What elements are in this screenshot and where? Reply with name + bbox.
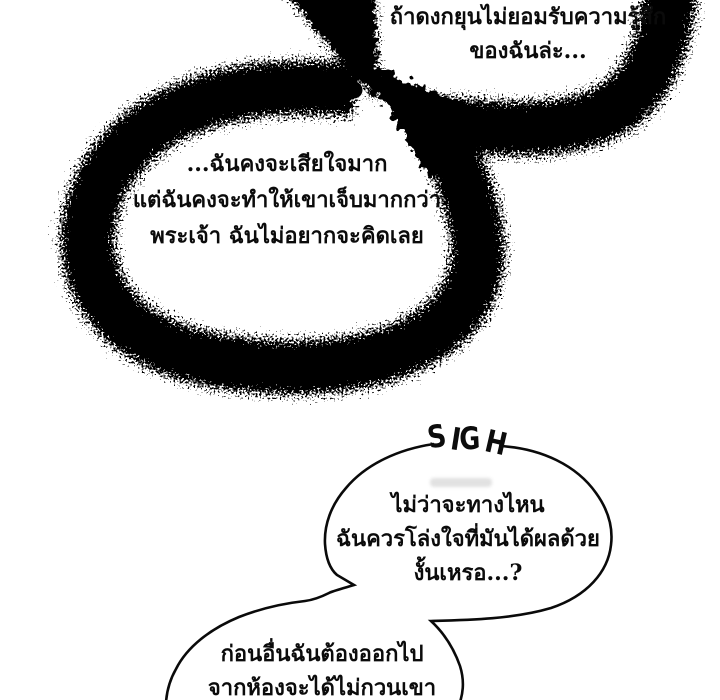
- scream-bubble-top-right-text: [368, 0, 688, 68]
- sfx-letter: I: [447, 421, 462, 459]
- text-line: ถ้าดงกยุนไม่ยอมรับความรู้สึก: [389, 4, 667, 30]
- sfx-sigh-lettering: [426, 419, 507, 464]
- text-line: พระเจ้า ฉันไม่อยากจะคิดเลย: [150, 223, 424, 249]
- text-line: ก่อนอื่นฉันต้องออกไป: [220, 641, 424, 667]
- speech-bubble-upper-text: [308, 488, 628, 590]
- sfx-letter: G: [458, 420, 480, 458]
- text-line: ไม่ว่าจะทางไหน: [391, 492, 545, 518]
- speech-bubble-lower-text: [162, 637, 482, 700]
- faint-smudge: [430, 478, 492, 487]
- text-line: ...ฉันคงจะเสียใจมาก: [186, 151, 388, 177]
- text-line: ฉันควรโล่งใจที่มันได้ผลด้วย: [336, 526, 600, 552]
- text-line: งั้นเหรอ...?: [413, 560, 523, 586]
- text-line: แต่ฉันคงจะทำให้เขาเจ็บมากกว่า: [132, 187, 442, 213]
- scream-bubble-left-text: [127, 146, 447, 254]
- sfx-letter: H: [481, 423, 509, 463]
- text-line: จากห้องจะได้ไม่กวนเขา: [207, 675, 437, 700]
- text-line: ของฉันล่ะ...: [469, 38, 587, 64]
- sfx-letter: S: [425, 417, 448, 457]
